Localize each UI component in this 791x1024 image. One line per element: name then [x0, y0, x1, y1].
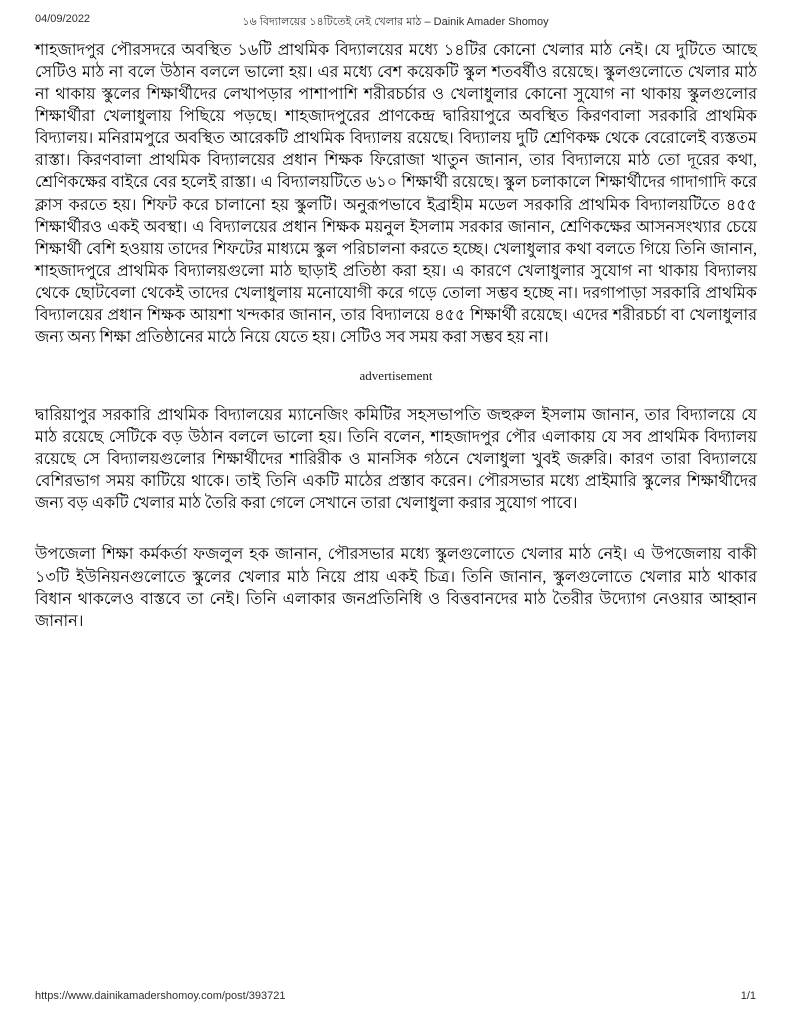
print-date: 04/09/2022	[35, 13, 91, 25]
article-paragraph-3: উপজেলা শিক্ষা কর্মকর্তা ফজলুল হক জানান, পৌরসভার মধ্যে স্কুলগুলোতে খেলার মাঠ নেই। এ উপজেলায় বাকী ১৩টি ইউনিয়নগুলোতে স্কুলের খেলার মাঠ নিয়ে প্রায় একই চিত্র। তিনি জানান, স্কুলগুলোতে খেলার মাঠ থাকার বিধান থাকলেও বাস্তবে তা নেই। তিনি এলাকার জনপ্রতিনিধি ও বিত্তবানদের মাঠ তৈরীর উদ্যোগ নেওয়ার আহ্বান জানান।	[35, 546, 757, 630]
advertisement-label: advertisement	[359, 368, 433, 384]
print-footer	[35, 990, 756, 1004]
article-body	[35, 40, 757, 633]
page-number: 1/1	[740, 990, 756, 1002]
page-title: ১৬ বিদ্যালয়ের ১৪টিতেই নেই খেলার মাঠ – Dainik Amader Shomoy	[242, 16, 549, 28]
article-paragraph-2: দ্বারিয়াপুর সরকারি প্রাথমিক বিদ্যালয়ের ম্যানেজিং কমিটির সহসভাপতি জহুরুল ইসলাম জানান, তার বিদ্যালয়ে যে মাঠ রয়েছে সেটিকে বড় উঠান বললে ভালো হয়। তিনি বলেন, শাহজাদপুর পৌর এলাকায় যে সব প্রাথমিক বিদ্যালয় রয়েছে সে বিদ্যালয়গুলোর শিক্ষার্থীদের শারিরীক ও মানসিক গঠনে খেলাধুলা খুবই জরুরি। কারণ তারা বিদ্যালয়ে বেশিরভাগ সময় কাটিয়ে থাকে। তাই তিনি একটি মাঠের প্রস্তাব করেন। পৌরসভার মধ্যে প্রাইমারি স্কুলের শিক্ষার্থীদের জন্য বড় একটি খেলার মাঠ তৈরি করা গেলে সেখানে তারা খেলাধুলা করার সুযোগ পাবে।	[35, 407, 757, 513]
print-header	[35, 13, 756, 29]
source-url: https://www.dainikamadershomoy.com/post/393721	[35, 990, 286, 1002]
article-paragraph-1: শাহজাদপুর পৌরসদরে অবস্থিত ১৬টি প্রাথমিক বিদ্যালয়ের মধ্যে ১৪টির কোনো খেলার মাঠ নেই। যে দুটিতে আছে সেটিও মাঠ না বলে উঠান বললে ভালো হয়। এর মধ্যে বেশ কয়েকটি স্কুল শতবর্ষীও রয়েছে। স্কুলগুলোতে খেলার মাঠ না থাকায় স্কুলের শিক্ষার্থীদের লেখাপড়ার পাশাপাশি শরীরচর্চার ও খেলাধুলার কোনো সুযোগ না থাকায় স্কুলগুলোর শিক্ষার্থীরা খেলাধুলায় পিছিয়ে পড়ছে। শাহজাদপুরের প্রাণকেন্দ্র দ্বারিয়াপুরে অবস্থিত কিরণবালা সরকারি প্রাথমিক বিদ্যালয়। মনিরামপুরে অবস্থিত আরেকটি প্রাথমিক বিদ্যালয় রয়েছে। বিদ্যালয় দুটি শ্রেণিকক্ষ থেকে বেরোলেই ব্যস্ততম রাস্তা। কিরণবালা প্রাথমিক বিদ্যালয়ের প্রধান শিক্ষক ফিরোজা খাতুন জানান, তার বিদ্যালয়ে মাঠ তো দূরের কথা, শ্রেণিকক্ষের বাইরে বের হলেই রাস্তা। এ বিদ্যালয়টিতে ৬১০ শিক্ষার্থী রয়েছে। স্কুল চলাকালে শিক্ষার্থীদের গাদাগাদি করে ক্লাস করতে হয়। শিফট করে চালানো হয় স্কুলটি। অনুরূপভাবে ইব্রাহীম মডেল সরকারি প্রাথমিক বিদ্যালয়টিতে ৪৫৫ শিক্ষার্থীরও একই অবস্থা। এ বিদ্যালয়ের প্রধান শিক্ষক ময়নুল ইসলাম সরকার জানান, শ্রেণিকক্ষের আসনসংখ্যার চেয়ে শিক্ষার্থী বেশি হওয়ায় তাদের শিফটের মাধ্যমে স্কুল পরিচালনা করতে হচ্ছে। খেলাধুলার কথা বলতে গিয়ে তিনি জানান, শাহজাদপুরে প্রাথমিক বিদ্যালয়গুলো মাঠ ছাড়াই প্রতিষ্ঠা করা হয়। এ কারণে খেলাধুলার সুযোগ না থাকায় বিদ্যালয় থেকে ছোটবেলা থেকেই তাদের খেলাধুলায় মনোযোগী করে গড়ে তোলা সম্ভব হচ্ছে না। দরগাপাড়া সরকারি প্রাথমিক বিদ্যালয়ের প্রধান শিক্ষক আয়শা খন্দকার জানান, তার বিদ্যালয়ে ৪৫৫ শিক্ষার্থী রয়েছে। এদের শরীরচর্চা বা খেলাধুলার জন্য অন্য শিক্ষা প্রতিষ্ঠানের মাঠে নিয়ে যেতে হয়। সেটিও সব সময় করা সম্ভব হয় না।	[35, 42, 757, 347]
